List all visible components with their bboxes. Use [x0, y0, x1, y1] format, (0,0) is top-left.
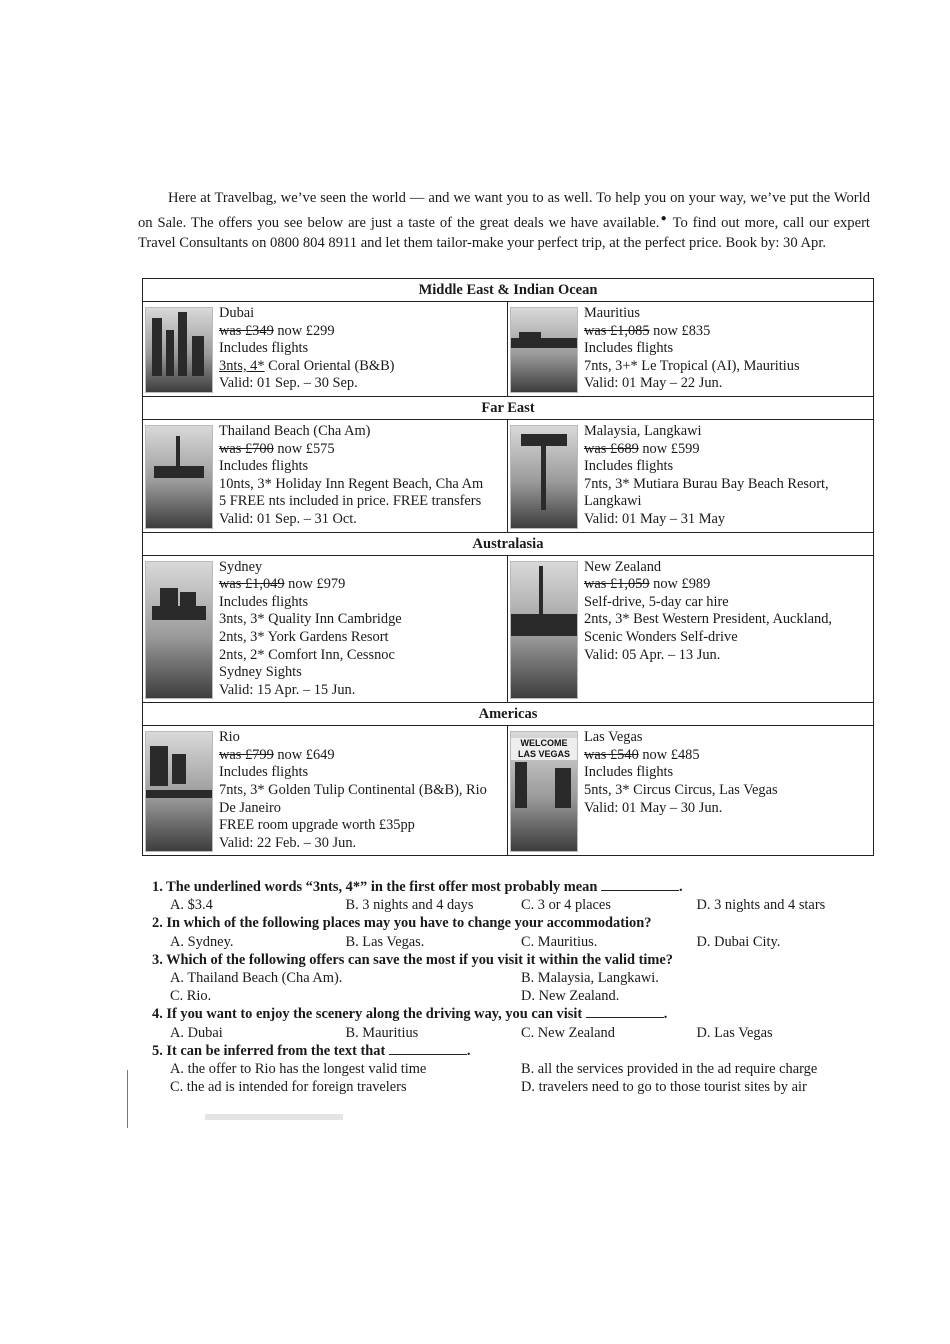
photo-detail — [555, 768, 571, 808]
price-line — [219, 747, 505, 765]
destination-name: New Zealand — [584, 558, 662, 575]
photo-detail — [150, 746, 168, 786]
answer-blank[interactable] — [601, 878, 679, 891]
deal-detail: 2nts, 2* Comfort Inn, Cessnoc — [219, 646, 395, 663]
question-end: . — [663, 1006, 668, 1023]
answer-option[interactable]: A. Thailand Beach (Cha Am). — [170, 970, 343, 987]
deal-row — [143, 726, 873, 855]
hotel-name: Coral Oriental (B&B) — [264, 357, 395, 374]
old-price: was £349 — [219, 322, 274, 339]
deal-detail: 7nts, 3* Mutiara Burau Bay Beach Resort, Langkawi — [584, 475, 829, 510]
photo-detail — [511, 614, 577, 636]
deal-detail: FREE room upgrade worth £35pp — [219, 817, 415, 834]
sign-text: WELCOME LAS VEGAS — [511, 738, 577, 760]
question-text: 1. The underlined words “3nts, 4*” in the first offer most probably mean — [152, 879, 598, 895]
region-heading: Far East — [143, 397, 873, 420]
question-end: . — [466, 1042, 471, 1059]
old-price: was £1,049 — [219, 576, 285, 593]
answer-option[interactable]: C. New Zealand — [521, 1024, 615, 1041]
new-price: now £485 — [638, 746, 700, 763]
deal-detail: Valid: 05 Apr. – 13 Jun. — [584, 646, 721, 663]
deal-detail: Valid: 01 May – 30 Jun. — [584, 799, 723, 816]
deal-detail: Self-drive, 5-day car hire — [584, 593, 729, 610]
photo-detail — [541, 440, 546, 510]
deal-detail: 2nts, 3* Best Western President, Auckland, Scenic Wonders Self-drive — [584, 611, 832, 645]
deal-detail: Includes flights — [584, 764, 674, 781]
answer-option[interactable]: C. Mauritius. — [521, 933, 598, 950]
photo-detail — [519, 332, 541, 340]
photo-detail — [172, 754, 186, 784]
old-price: was £700 — [219, 440, 274, 457]
coastline-photo — [145, 731, 213, 852]
new-price: now £835 — [649, 322, 711, 339]
answer-options — [152, 987, 872, 1005]
price-line — [219, 441, 483, 459]
new-price: now £299 — [273, 322, 335, 339]
deal-cell — [143, 302, 508, 396]
answer-option[interactable]: C. 3 or 4 places — [521, 897, 611, 914]
question-stem — [152, 914, 872, 932]
answer-options — [152, 1060, 872, 1078]
photo-detail — [166, 330, 174, 376]
destination-name: Dubai — [219, 305, 255, 321]
footnote-marker: ● — [659, 212, 668, 224]
underlined-term: 3nts, 4* — [219, 357, 265, 374]
answer-options — [152, 933, 872, 951]
margin-line — [127, 1070, 128, 1128]
old-price: was £799 — [219, 746, 274, 763]
new-price: now £979 — [284, 576, 346, 593]
answer-option[interactable]: C. the ad is intended for foreign travelers — [170, 1079, 407, 1096]
question-text: 2. In which of the following places may you have to change your accommodation? — [152, 915, 652, 932]
photo-detail — [152, 318, 162, 376]
answer-option[interactable]: D. travelers need to go to those tourist sites by air — [521, 1079, 807, 1096]
photo-detail — [146, 790, 212, 798]
deal-cell — [143, 556, 508, 703]
deals-table — [142, 278, 874, 856]
answer-option[interactable]: B. 3 nights and 4 days — [345, 897, 474, 914]
deal-info — [219, 305, 394, 393]
answer-options — [152, 1024, 872, 1042]
new-price: now £649 — [273, 746, 335, 763]
deal-detail: Includes flights — [584, 458, 674, 475]
deal-detail: Includes flights — [219, 340, 309, 357]
photo-detail — [176, 436, 180, 470]
palm-tree-photo — [510, 425, 578, 529]
deal-detail: Valid: 22 Feb. – 30 Jun. — [219, 834, 357, 851]
new-price: now £599 — [638, 440, 700, 457]
photo-detail — [160, 588, 178, 608]
answer-blank[interactable] — [586, 1005, 664, 1018]
deal-row — [143, 420, 873, 533]
question-text: 3. Which of the following offers can save the most if you visit it within the valid time? — [152, 951, 673, 968]
deal-detail: Includes flights — [219, 764, 309, 781]
deal-detail: Valid: 01 Sep. – 31 Oct. — [219, 510, 357, 527]
deal-detail: Includes flights — [219, 458, 309, 475]
price-line — [219, 576, 402, 594]
sky-tower-photo — [510, 561, 578, 700]
old-price: was £540 — [584, 746, 639, 763]
answer-option[interactable]: D. New Zealand. — [521, 988, 620, 1005]
photo-detail — [515, 762, 527, 808]
answer-option[interactable]: B. all the services provided in the ad require charge — [521, 1061, 818, 1078]
new-price: now £575 — [273, 440, 335, 457]
deal-detail: 5nts, 3* Circus Circus, Las Vegas — [584, 782, 778, 799]
deal-detail: 2nts, 3* York Gardens Resort — [219, 628, 389, 645]
answer-option[interactable]: B. Las Vegas. — [345, 933, 425, 950]
region-heading: Middle East & Indian Ocean — [143, 279, 873, 302]
destination-name: Mauritius — [584, 305, 640, 321]
deal-detail: Includes flights — [584, 340, 674, 357]
photo-detail — [152, 606, 206, 620]
scan-smudge — [205, 1114, 343, 1120]
deal-info — [584, 559, 871, 700]
deal-info — [584, 729, 778, 852]
question-stem — [152, 1042, 872, 1060]
las-vegas-sign-photo — [510, 731, 578, 852]
price-line — [584, 441, 871, 459]
deal-info — [584, 305, 800, 393]
photo-detail — [192, 336, 204, 376]
deal-row — [143, 302, 873, 397]
intro-text-part-1: Here at Travelbag, we’ve seen the world — and we want you to as well. To help you on your way, we’ve put the World on Sale. The offers you see below are just a taste of the great deals we have available. — [138, 190, 870, 231]
answer-option[interactable]: D. Dubai City. — [696, 933, 781, 950]
destination-name: Rio — [219, 729, 240, 746]
city-skyline-photo — [145, 307, 213, 393]
deal-info — [219, 423, 483, 529]
answer-blank[interactable] — [389, 1042, 467, 1055]
deal-detail: 7nts, 3+* Le Tropical (AI), Mauritius — [584, 357, 800, 374]
photo-detail — [178, 312, 187, 376]
old-price: was £1,059 — [584, 576, 650, 593]
deal-detail: 7nts, 3* Golden Tulip Continental (B&B), Rio De Janeiro — [219, 782, 487, 816]
deal-detail: Valid: 15 Apr. – 15 Jun. — [219, 681, 356, 698]
deal-info — [219, 729, 505, 852]
deal-detail: Valid: 01 May – 22 Jun. — [584, 375, 723, 392]
old-price: was £689 — [584, 440, 639, 457]
destination-name: Sydney — [219, 558, 263, 575]
opera-house-photo — [145, 561, 213, 700]
answer-option[interactable]: B. Mauritius — [345, 1024, 419, 1041]
answer-option[interactable]: D. 3 nights and 4 stars — [696, 897, 826, 914]
boat-photo — [145, 425, 213, 529]
answer-option[interactable]: A. Dubai — [170, 1024, 223, 1041]
deal-row — [143, 556, 873, 704]
deal-detail: 3nts, 3* Quality Inn Cambridge — [219, 611, 402, 628]
price-line — [584, 323, 800, 341]
region-heading: Australasia — [143, 533, 873, 556]
deal-detail: 5 FREE nts included in price. FREE transfers — [219, 493, 482, 510]
deal-detail: Valid: 01 Sep. – 30 Sep. — [219, 375, 358, 392]
photo-detail — [521, 434, 567, 446]
destination-name: Thailand Beach (Cha Am) — [219, 422, 371, 439]
deal-detail: Includes flights — [219, 593, 309, 610]
answer-option[interactable]: A. $3.4 — [170, 897, 213, 914]
answer-options — [152, 1078, 872, 1096]
photo-detail — [180, 592, 196, 608]
answer-options — [152, 969, 872, 987]
deal-cell — [508, 420, 873, 532]
price-line — [584, 747, 778, 765]
intro-paragraph — [138, 188, 870, 253]
answer-option[interactable]: C. Rio. — [170, 988, 212, 1005]
answer-options — [152, 896, 872, 914]
old-price: was £1,085 — [584, 322, 650, 339]
answer-option[interactable]: D. Las Vegas — [696, 1024, 773, 1041]
question-stem — [152, 878, 872, 896]
hotel-line — [219, 358, 394, 376]
question-stem — [152, 951, 872, 969]
deal-detail: Valid: 01 May – 31 May — [584, 510, 726, 527]
question-stem — [152, 1005, 872, 1023]
answer-option[interactable]: A. the offer to Rio has the longest valid time — [170, 1061, 427, 1078]
deal-cell — [508, 726, 873, 855]
question-section — [152, 878, 872, 1096]
intro-text-part-2: To find out more, call our expert Travel Consultants on 0800 804 8911 and let them tailor-make your perfect trip, at the perfect price. Book by: 30 Apr. — [138, 214, 870, 251]
question-text: 4. If you want to enjoy the scenery along the driving way, you can visit — [152, 1006, 583, 1023]
deal-cell — [143, 420, 508, 532]
deal-detail: 10nts, 3* Holiday Inn Regent Beach, Cha Am — [219, 475, 484, 492]
deal-cell — [508, 302, 873, 396]
island-photo — [510, 307, 578, 393]
region-heading: Americas — [143, 703, 873, 726]
deal-info — [219, 559, 402, 700]
new-price: now £989 — [649, 576, 711, 593]
deal-info — [584, 423, 871, 529]
deal-cell — [143, 726, 508, 855]
answer-option[interactable]: B. Malaysia, Langkawi. — [521, 970, 659, 987]
answer-option[interactable]: A. Sydney. — [170, 933, 234, 950]
price-line — [219, 323, 394, 341]
deal-detail: Sydney Sights — [219, 664, 302, 681]
deal-cell — [508, 556, 873, 703]
destination-name: Las Vegas — [584, 729, 643, 746]
destination-name: Malaysia, Langkawi — [584, 422, 702, 439]
question-end: . — [678, 879, 683, 895]
question-text: 5. It can be inferred from the text that — [152, 1042, 386, 1059]
price-line — [584, 576, 871, 594]
